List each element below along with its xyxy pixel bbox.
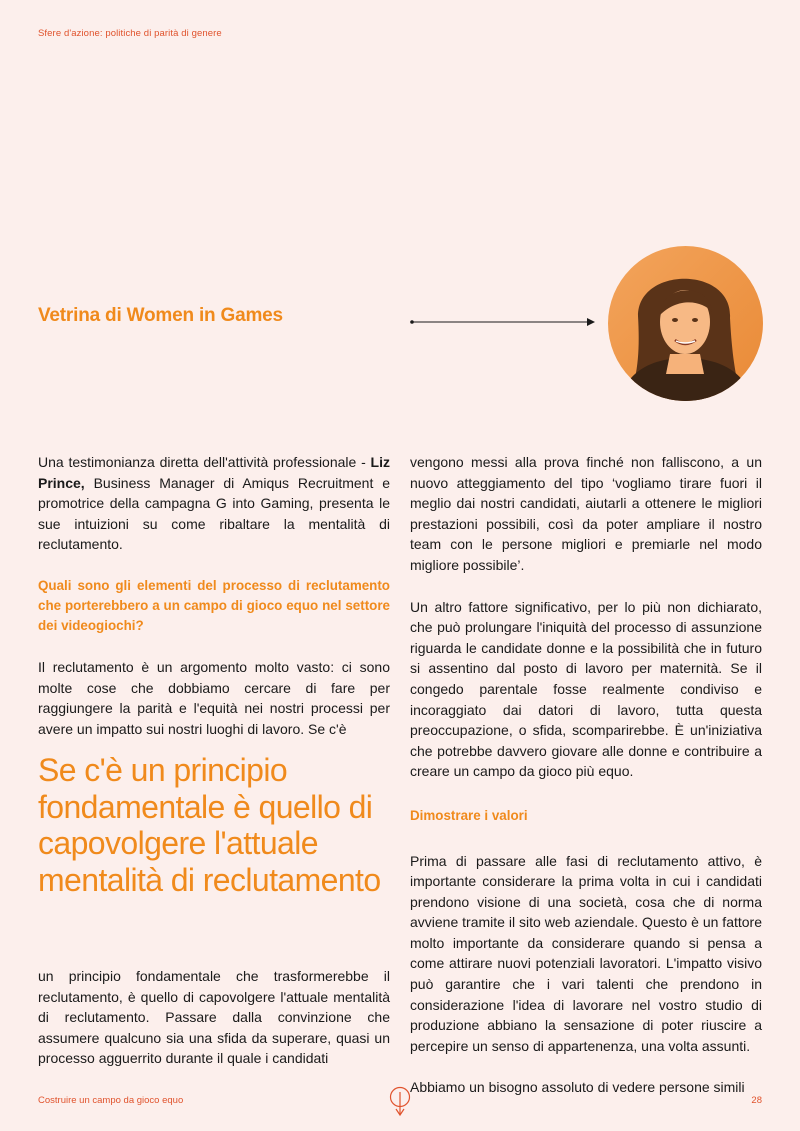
question-heading: Quali sono gli elementi del processo di reclutamento che porterebbero a un campo di gioco equo nel settore dei videogiochi?: [38, 577, 390, 633]
left-column-continued: [38, 966, 390, 1069]
paragraph-3: Prima di passare alle fasi di reclutamento attivo, è importante considerare la prima volta in cui i candidati prendono visione di una società, cosa che di norma avviene tramite il sito web aziendale. Questo è un fattore molto importante da considerare quando si pensa a come attirare nuovi potenziali lavoratori. L'impatto visivo può garantire che i vari talenti che prendono in considerazione l'idea di lavorare nel vostro studio di produzione abbiano la sensazione di poter riuscire a percepire un senso di appartenenza, una volta assunti.: [410, 852, 762, 1054]
pull-quote: Se c'è un principio fondamentale è quello di capovolgere l'attuale mentalità di reclutamento: [38, 752, 381, 898]
right-column: [410, 452, 762, 1098]
pointer-arrow-icon: [410, 316, 596, 328]
answer-continued-paragraph: un principio fondamentale che trasformerebbe il reclutamento, è quello di capovolgere l'attuale mentalità di reclutamento. Passare dalla convinzione che assumere qualcuno sia una sfida da superare, quasi un processo agguerrito durante il quale i candidati: [38, 968, 390, 1067]
down-arrow-circle-icon: [389, 1086, 411, 1118]
showcase-title: Vetrina di Women in Games: [38, 305, 283, 326]
section-subheading: Dimostrare i valori: [410, 807, 528, 823]
author-name: Liz Prince,: [38, 454, 390, 491]
intro-text: Una testimonianza diretta dell'attività professionale -: [38, 454, 371, 470]
paragraph-4: Abbiamo un bisogno assoluto di vedere persone simili: [410, 1079, 745, 1096]
intro-text-rest: Business Manager di Amiqus Recruitment e promotrice della campagna G into Gaming, presenta le sue intuizioni su come ribaltare la mentalità di reclutamento.: [38, 474, 390, 553]
portrait-photo: [608, 246, 763, 401]
paragraph-2: Un altro fattore significativo, per lo più non dichiarato, che può prolungare l'iniquità del processo di assunzione riguarda le candidate donne e la possibilità che in futuro si assentino dal posto di lavoro per maternità. Se il congedo parentale fosse realmente condiviso e incoraggiato dai datori di lavoro, tutta questa preoccupazione, o sfida, scomparirebbe. È un'iniziativa che potrebbe davvero giovare alle donne e contribuire a creare un campo da gioco più equo.: [410, 598, 762, 780]
page-number: 28: [751, 1095, 762, 1106]
intro-paragraph: [38, 452, 390, 555]
answer-paragraph: Il reclutamento è un argomento molto vasto: ci sono molte cose che dobbiamo cercare di fare per raggiungere la parità e l'equità nei nostri processi per avere un impatto sui nostri luoghi di lavoro. Se c'è: [38, 658, 390, 737]
footer-title: Costruire un campo da gioco equo: [38, 1095, 184, 1106]
paragraph-1: vengono messi alla prova finché non falliscono, a un nuovo atteggiamento del tipo ‘vogliamo tirare fuori il meglio dai nostri candidati, aiutarli a ottenere le migliori prestazioni possibili, così da poter ampliare il nostro team con le persone migliori e premiarle nel modo migliore possibile’.: [410, 454, 762, 573]
left-column: [38, 452, 390, 739]
running-header: Sfere d'azione: politiche di parità di genere: [38, 28, 222, 39]
